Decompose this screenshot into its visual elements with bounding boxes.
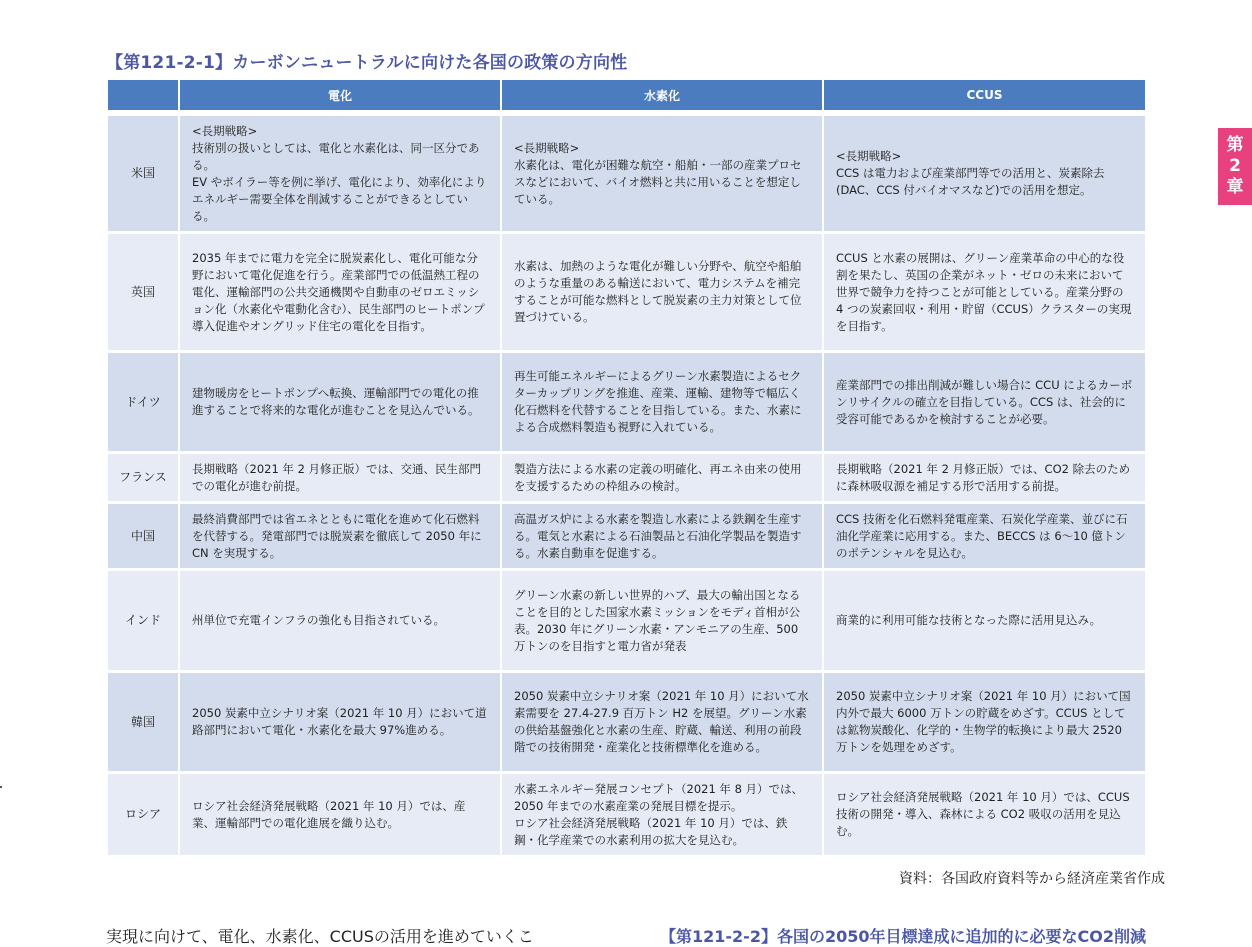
- cell-ccus: 2050 炭素中立シナリオ案（2021 年 10 月）において国内外で最大 6000 万トンの貯蔵をめざす。CCUS としては鉱物炭酸化、化学的・生物学的転換により最大 2520 万トンを処理をめざす。: [824, 673, 1145, 774]
- cell-ccus: CCUS と水素の展開は、グリーン産業革命の中心的な役割を果たし、英国の企業がネット・ゼロの未来において世界で競争力を持つことが可能としている。産業分野の 4 つの炭素回収・利用・貯留（CCUS）クラスターの実現を目指す。: [824, 234, 1145, 353]
- table-row-china: [108, 504, 1145, 571]
- chapter-tab-char-2: 2: [1229, 156, 1241, 176]
- header-electrification: 電化: [180, 80, 500, 110]
- source-note: 資料：各国政府資料等から経済産業省作成: [899, 871, 1165, 887]
- header-ccus: CCUS: [824, 80, 1145, 110]
- cell-hydrogen: 高温ガス炉による水素を製造し水素による鉄鋼を生産する。電気と水素による石油製品と石油化学製品を製造する。水素自動車を促進する。: [502, 504, 822, 571]
- header-hydrogen: 水素化: [502, 80, 822, 110]
- next-figure-title: 【第121-2-2】各国の2050年目標達成に追加的に必要なCO2削減: [660, 927, 1146, 946]
- cell-hydrogen: 再生可能エネルギーによるグリーン水素製造によるセクターカップリングを推進、産業、運輸、建物等で幅広く化石燃料を代替することを目指している。また、水素による合成燃料製造も視野に入れている。: [502, 353, 822, 454]
- country-label: ドイツ: [108, 353, 178, 454]
- cell-electrification: ロシア社会経済発展戦略（2021 年 10 月）では、産業、運輸部門での電化進展を織り込む。: [180, 774, 500, 858]
- country-label: 中国: [108, 504, 178, 571]
- policy-table: [106, 80, 1147, 858]
- cell-hydrogen: <長期戦略> 水素化は、電化が困難な航空・船舶・一部の産業プロセスなどにおいて、バイオ燃料と共に用いることを想定している。: [502, 116, 822, 234]
- cell-ccus: 長期戦略（2021 年 2 月修正版）では、CO2 除去のために森林吸収源を補足する形で活用する前提。: [824, 454, 1145, 504]
- cell-hydrogen: グリーン水素の新しい世界的ハブ、最大の輸出国となることを目的とした国家水素ミッションをモディ首相が公表。2030 年にグリーン水素・アンモニアの生産、500 万トンのを目指すと電力省が発表: [502, 571, 822, 673]
- chapter-tab-char-1: 第: [1226, 135, 1244, 155]
- cell-electrification: <長期戦略> 技術別の扱いとしては、電化と水素化は、同一区分である。 EV やボイラー等を例に挙げ、電化により、効率化によりエネルギー需要全体を削減することができるとしている。: [180, 116, 500, 234]
- country-label: インド: [108, 571, 178, 673]
- cell-hydrogen: 水素は、加熱のような電化が難しい分野や、航空や船舶のような重量のある輸送において、電力システムを補完することが可能な燃料として脱炭素の主力対策として位置づけている。: [502, 234, 822, 353]
- cell-electrification: 最終消費部門では省エネとともに電化を進めて化石燃料を代替する。発電部門では脱炭素を徹底して 2050 年に CN を実現する。: [180, 504, 500, 571]
- figure-title: 【第121-2-1】カーボンニュートラルに向けた各国の政策の方向性: [106, 53, 628, 73]
- country-label: フランス: [108, 454, 178, 504]
- country-label: 米国: [108, 116, 178, 234]
- cell-hydrogen: 2050 炭素中立シナリオ案（2021 年 10 月）において水素需要を 27.4-27.9 百万トン H2 を展望。グリーン水素の供給基盤強化と水素の生産、貯蔵、輸送、利用の前段階での技術開発・産業化と技術標準化を進める。: [502, 673, 822, 774]
- table-row-uk: [108, 234, 1145, 353]
- table-row-korea: [108, 673, 1145, 774]
- cell-ccus: 商業的に利用可能な技術となった際に活用見込み。: [824, 571, 1145, 673]
- cell-hydrogen: 製造方法による水素の定義の明確化、再エネ由来の使用を支援するための枠組みの検討。: [502, 454, 822, 504]
- table-row-russia: [108, 774, 1145, 858]
- body-text-fragment: 実現に向けて、電化、水素化、CCUSの活用を進めていくこ: [106, 927, 534, 946]
- cell-electrification: 長期戦略（2021 年 2 月修正版）では、交通、民生部門での電化が進む前提。: [180, 454, 500, 504]
- cell-electrification: 州単位で充電インフラの強化も目指されている。: [180, 571, 500, 673]
- cell-electrification: 2050 炭素中立シナリオ案（2021 年 10 月）において道路部門において電化・水素化を最大 97%進める。: [180, 673, 500, 774]
- cell-ccus: 産業部門での排出削減が難しい場合に CCU によるカーボンリサイクルの確立を目指している。CCS は、社会的に受容可能であるかを検討することが必要。: [824, 353, 1145, 454]
- header-corner: [108, 80, 178, 110]
- cell-hydrogen: 水素エネルギー発展コンセプト（2021 年 8 月）では、2050 年までの水素産業の発展目標を提示。 ロシア社会経済発展戦略（2021 年 10 月）では、鉄鋼・化学産業での水素利用の拡大を見込む。: [502, 774, 822, 858]
- country-label: ロシア: [108, 774, 178, 858]
- margin-mark: [0, 786, 2, 788]
- table-row-india: [108, 571, 1145, 673]
- table-row-germany: [108, 353, 1145, 454]
- country-label: 韓国: [108, 673, 178, 774]
- country-label: 英国: [108, 234, 178, 353]
- cell-electrification: 建物暖房をヒートポンプへ転換、運輸部門での電化の推進することで将来的な電化が進むことを見込んでいる。: [180, 353, 500, 454]
- table-row-france: [108, 454, 1145, 504]
- cell-ccus: <長期戦略> CCS は電力および産業部門等での活用と、炭素除去(DAC、CCS 付バイオマスなど)での活用を想定。: [824, 116, 1145, 234]
- table-row-us: [108, 116, 1145, 234]
- cell-ccus: ロシア社会経済発展戦略（2021 年 10 月）では、CCUS 技術の開発・導入、森林による CO2 吸収の活用を見込む。: [824, 774, 1145, 858]
- chapter-tab-char-3: 章: [1226, 177, 1244, 197]
- chapter-tab[interactable]: [1218, 128, 1252, 205]
- cell-ccus: CCS 技術を化石燃料発電産業、石炭化学産業、並びに石油化学産業に応用する。また、BECCS は 6～10 億トンのポテンシャルを見込む。: [824, 504, 1145, 571]
- cell-electrification: 2035 年までに電力を完全に脱炭素化し、電化可能な分野において電化促進を行う。産業部門での低温熱工程の電化、運輸部門の公共交通機関や自動車のゼロエミッション化（水素化や電動化含む）、民生部門のヒートポンプ導入促進やオングリッド住宅の電化を目指す。: [180, 234, 500, 353]
